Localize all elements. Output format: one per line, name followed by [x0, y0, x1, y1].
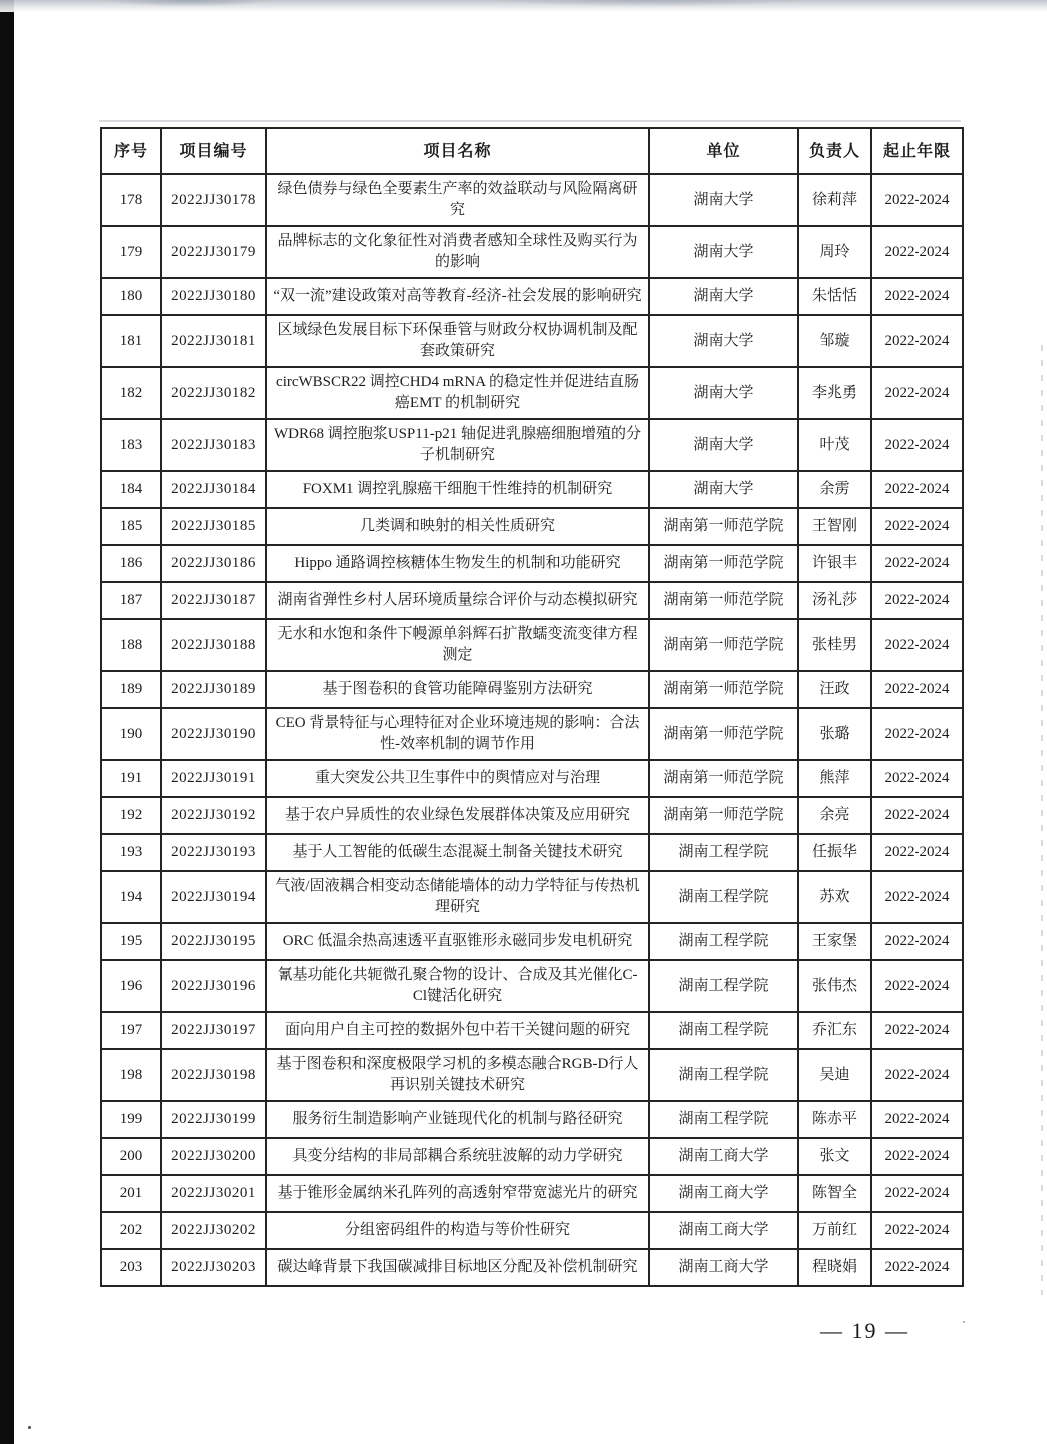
cell-years: 2022-2024: [871, 315, 963, 367]
table-row: [101, 1212, 963, 1249]
cell-years: 2022-2024: [871, 1212, 963, 1249]
page-number: — 19 —: [820, 1318, 909, 1343]
cell-project-code: 2022JJ30200: [161, 1138, 266, 1175]
cell-organization: 湖南第一师范学院: [649, 671, 798, 708]
cell-organization: 湖南大学: [649, 419, 798, 471]
cell-no: 179: [101, 226, 161, 278]
cell-project-name: 湖南省弹性乡村人居环境质量综合评价与动态模拟研究: [266, 582, 649, 619]
cell-project-name: 面向用户自主可控的数据外包中若干关键问题的研究: [266, 1012, 649, 1049]
cell-no: 193: [101, 834, 161, 871]
cell-years: 2022-2024: [871, 960, 963, 1012]
cell-no: 192: [101, 797, 161, 834]
cell-project-code: 2022JJ30183: [161, 419, 266, 471]
cell-organization: 湖南工商大学: [649, 1249, 798, 1286]
table-row: [101, 1101, 963, 1138]
table-row: [101, 871, 963, 923]
cell-years: 2022-2024: [871, 797, 963, 834]
cell-organization: 湖南大学: [649, 226, 798, 278]
table-row: [101, 671, 963, 708]
table-row: [101, 1138, 963, 1175]
scan-ghost-line: [99, 120, 961, 122]
cell-organization: 湖南大学: [649, 471, 798, 508]
cell-project-code: 2022JJ30203: [161, 1249, 266, 1286]
cell-leader: 陈赤平: [798, 1101, 871, 1138]
cell-project-name: CEO 背景特征与心理特征对企业环境违规的影响：合法性-效率机制的调节作用: [266, 708, 649, 760]
cell-years: 2022-2024: [871, 708, 963, 760]
cell-project-name: 基于图卷积的食管功能障碍鉴别方法研究: [266, 671, 649, 708]
cell-no: 198: [101, 1049, 161, 1101]
cell-leader: 余雳: [798, 471, 871, 508]
header-years: 起止年限: [871, 128, 963, 174]
cell-no: 186: [101, 545, 161, 582]
cell-project-name: “双一流”建设政策对高等教育-经济-社会发展的影响研究: [266, 278, 649, 315]
cell-years: 2022-2024: [871, 834, 963, 871]
cell-leader: 李兆勇: [798, 367, 871, 419]
cell-project-name: 几类调和映射的相关性质研究: [266, 508, 649, 545]
cell-project-name: FOXM1 调控乳腺癌干细胞干性维持的机制研究: [266, 471, 649, 508]
cell-project-code: 2022JJ30185: [161, 508, 266, 545]
cell-project-name: Hippo 通路调控核糖体生物发生的机制和功能研究: [266, 545, 649, 582]
cell-organization: 湖南第一师范学院: [649, 545, 798, 582]
table-row: [101, 1249, 963, 1286]
cell-project-name: circWBSCR22 调控CHD4 mRNA 的稳定性并促进结直肠癌EMT 的机制研究: [266, 367, 649, 419]
cell-leader: 张伟杰: [798, 960, 871, 1012]
cell-project-name: 重大突发公共卫生事件中的舆情应对与治理: [266, 760, 649, 797]
cell-no: 178: [101, 174, 161, 226]
cell-organization: 湖南工程学院: [649, 834, 798, 871]
cell-project-name: 具变分结构的非局部耦合系统驻波解的动力学研究: [266, 1138, 649, 1175]
cell-organization: 湖南第一师范学院: [649, 708, 798, 760]
table-row: [101, 367, 963, 419]
cell-project-code: 2022JJ30202: [161, 1212, 266, 1249]
cell-project-code: 2022JJ30191: [161, 760, 266, 797]
header-leader: 负责人: [798, 128, 871, 174]
cell-no: 194: [101, 871, 161, 923]
cell-project-name: WDR68 调控胞浆USP11-p21 轴促进乳腺癌细胞增殖的分子机制研究: [266, 419, 649, 471]
table-row: [101, 582, 963, 619]
cell-organization: 湖南大学: [649, 315, 798, 367]
cell-project-name: 气液/固液耦合相变动态储能墙体的动力学特征与传热机理研究: [266, 871, 649, 923]
cell-leader: 陈智全: [798, 1175, 871, 1212]
cell-leader: 王智刚: [798, 508, 871, 545]
cell-years: 2022-2024: [871, 471, 963, 508]
cell-no: 196: [101, 960, 161, 1012]
header-project-name: 项目名称: [266, 128, 649, 174]
cell-leader: 张桂男: [798, 619, 871, 671]
table-row: [101, 508, 963, 545]
cell-project-name: 服务衍生制造影响产业链现代化的机制与路径研究: [266, 1101, 649, 1138]
cell-leader: 余亮: [798, 797, 871, 834]
cell-project-name: 品牌标志的文化象征性对消费者感知全球性及购买行为的影响: [266, 226, 649, 278]
cell-project-code: 2022JJ30181: [161, 315, 266, 367]
cell-leader: 汪政: [798, 671, 871, 708]
cell-years: 2022-2024: [871, 367, 963, 419]
cell-no: 184: [101, 471, 161, 508]
cell-no: 187: [101, 582, 161, 619]
cell-organization: 湖南工商大学: [649, 1212, 798, 1249]
cell-leader: 苏欢: [798, 871, 871, 923]
cell-project-code: 2022JJ30184: [161, 471, 266, 508]
cell-no: 191: [101, 760, 161, 797]
cell-organization: 湖南工程学院: [649, 960, 798, 1012]
cell-project-name: 基于图卷积和深度极限学习机的多模态融合RGB-D行人再识别关键技术研究: [266, 1049, 649, 1101]
cell-project-name: 绿色债券与绿色全要素生产率的效益联动与风险隔离研究: [266, 174, 649, 226]
table-row: [101, 226, 963, 278]
table-row: [101, 923, 963, 960]
cell-project-name: ORC 低温余热高速透平直驱锥形永磁同步发电机研究: [266, 923, 649, 960]
cell-years: 2022-2024: [871, 671, 963, 708]
table-row: [101, 708, 963, 760]
cell-years: 2022-2024: [871, 619, 963, 671]
cell-years: 2022-2024: [871, 545, 963, 582]
cell-organization: 湖南工程学院: [649, 1101, 798, 1138]
cell-leader: 任振华: [798, 834, 871, 871]
cell-organization: 湖南第一师范学院: [649, 760, 798, 797]
cell-years: 2022-2024: [871, 871, 963, 923]
cell-leader: 汤礼莎: [798, 582, 871, 619]
cell-project-code: 2022JJ30189: [161, 671, 266, 708]
cell-no: 181: [101, 315, 161, 367]
cell-project-code: 2022JJ30190: [161, 708, 266, 760]
cell-years: 2022-2024: [871, 1049, 963, 1101]
cell-project-code: 2022JJ30180: [161, 278, 266, 315]
table-row: [101, 419, 963, 471]
cell-no: 200: [101, 1138, 161, 1175]
cell-organization: 湖南工商大学: [649, 1138, 798, 1175]
cell-years: 2022-2024: [871, 226, 963, 278]
header-organization: 单位: [649, 128, 798, 174]
table-row: [101, 471, 963, 508]
cell-leader: 万前红: [798, 1212, 871, 1249]
cell-project-code: 2022JJ30193: [161, 834, 266, 871]
table-row: [101, 1049, 963, 1101]
cell-project-code: 2022JJ30195: [161, 923, 266, 960]
cell-years: 2022-2024: [871, 1175, 963, 1212]
cell-years: 2022-2024: [871, 1012, 963, 1049]
table-header-row: [101, 128, 963, 174]
cell-no: 202: [101, 1212, 161, 1249]
table-row: [101, 834, 963, 871]
cell-no: 189: [101, 671, 161, 708]
cell-project-name: 分组密码组件的构造与等价性研究: [266, 1212, 649, 1249]
cell-project-code: 2022JJ30186: [161, 545, 266, 582]
cell-years: 2022-2024: [871, 1101, 963, 1138]
cell-organization: 湖南第一师范学院: [649, 508, 798, 545]
cell-project-code: 2022JJ30194: [161, 871, 266, 923]
cell-organization: 湖南大学: [649, 174, 798, 226]
cell-years: 2022-2024: [871, 508, 963, 545]
cell-project-name: 无水和水饱和条件下幔源单斜辉石扩散蠕变流变律方程测定: [266, 619, 649, 671]
cell-project-code: 2022JJ30188: [161, 619, 266, 671]
projects-table-body: [101, 174, 963, 1286]
cell-no: 185: [101, 508, 161, 545]
cell-organization: 湖南工程学院: [649, 923, 798, 960]
cell-project-code: 2022JJ30192: [161, 797, 266, 834]
cell-leader: 王家堡: [798, 923, 871, 960]
cell-leader: 程晓娟: [798, 1249, 871, 1286]
cell-leader: 朱恬恬: [798, 278, 871, 315]
table-row: [101, 545, 963, 582]
scan-speck: [28, 1426, 31, 1429]
table-row: [101, 797, 963, 834]
cell-organization: 湖南第一师范学院: [649, 797, 798, 834]
cell-no: 203: [101, 1249, 161, 1286]
table-row: [101, 1175, 963, 1212]
cell-no: 183: [101, 419, 161, 471]
cell-leader: 乔汇东: [798, 1012, 871, 1049]
cell-no: 190: [101, 708, 161, 760]
cell-years: 2022-2024: [871, 760, 963, 797]
cell-years: 2022-2024: [871, 1138, 963, 1175]
cell-no: 195: [101, 923, 161, 960]
cell-years: 2022-2024: [871, 582, 963, 619]
cell-years: 2022-2024: [871, 174, 963, 226]
cell-project-code: 2022JJ30198: [161, 1049, 266, 1101]
cell-leader: 熊萍: [798, 760, 871, 797]
cell-years: 2022-2024: [871, 1249, 963, 1286]
header-project-code: 项目编号: [161, 128, 266, 174]
cell-leader: 徐莉萍: [798, 174, 871, 226]
cell-years: 2022-2024: [871, 923, 963, 960]
cell-no: 201: [101, 1175, 161, 1212]
table-row: [101, 760, 963, 797]
cell-no: 188: [101, 619, 161, 671]
table-row: [101, 960, 963, 1012]
cell-leader: 张璐: [798, 708, 871, 760]
cell-organization: 湖南工程学院: [649, 871, 798, 923]
cell-project-name: 区域绿色发展目标下环保垂管与财政分权协调机制及配套政策研究: [266, 315, 649, 367]
cell-organization: 湖南第一师范学院: [649, 619, 798, 671]
cell-project-code: 2022JJ30182: [161, 367, 266, 419]
cell-years: 2022-2024: [871, 278, 963, 315]
cell-project-code: 2022JJ30201: [161, 1175, 266, 1212]
cell-project-code: 2022JJ30197: [161, 1012, 266, 1049]
cell-years: 2022-2024: [871, 419, 963, 471]
cell-project-code: 2022JJ30199: [161, 1101, 266, 1138]
scan-edge-artifact-left: [0, 0, 14, 1444]
cell-project-name: 基于农户异质性的农业绿色发展群体决策及应用研究: [266, 797, 649, 834]
cell-leader: 周玲: [798, 226, 871, 278]
cell-project-code: 2022JJ30178: [161, 174, 266, 226]
table-row: [101, 1012, 963, 1049]
cell-leader: 邹璇: [798, 315, 871, 367]
table-row: [101, 278, 963, 315]
cell-leader: 吴迪: [798, 1049, 871, 1101]
cell-organization: 湖南工程学院: [649, 1049, 798, 1101]
scan-edge-artifact-top: [0, 0, 1047, 12]
cell-leader: 叶茂: [798, 419, 871, 471]
cell-organization: 湖南工程学院: [649, 1012, 798, 1049]
table-row: [101, 174, 963, 226]
cell-organization: 湖南工商大学: [649, 1175, 798, 1212]
cell-project-code: 2022JJ30187: [161, 582, 266, 619]
cell-project-name: 基于人工智能的低碳生态混凝土制备关键技术研究: [266, 834, 649, 871]
cell-project-name: 碳达峰背景下我国碳减排目标地区分配及补偿机制研究: [266, 1249, 649, 1286]
cell-leader: 许银丰: [798, 545, 871, 582]
projects-table: [100, 127, 964, 1287]
cell-organization: 湖南大学: [649, 367, 798, 419]
cell-organization: 湖南大学: [649, 278, 798, 315]
cell-leader: 张文: [798, 1138, 871, 1175]
scan-ghost-line-right: [1041, 345, 1043, 1295]
cell-no: 199: [101, 1101, 161, 1138]
cell-no: 197: [101, 1012, 161, 1049]
cell-no: 182: [101, 367, 161, 419]
cell-no: 180: [101, 278, 161, 315]
table-row: [101, 619, 963, 671]
cell-project-code: 2022JJ30179: [161, 226, 266, 278]
cell-project-name: 氰基功能化共轭微孔聚合物的设计、合成及其光催化C-Cl键活化研究: [266, 960, 649, 1012]
table-row: [101, 315, 963, 367]
cell-project-code: 2022JJ30196: [161, 960, 266, 1012]
cell-project-name: 基于锥形金属纳米孔阵列的高透射窄带宽滤光片的研究: [266, 1175, 649, 1212]
header-no: 序号: [101, 128, 161, 174]
cell-organization: 湖南第一师范学院: [649, 582, 798, 619]
